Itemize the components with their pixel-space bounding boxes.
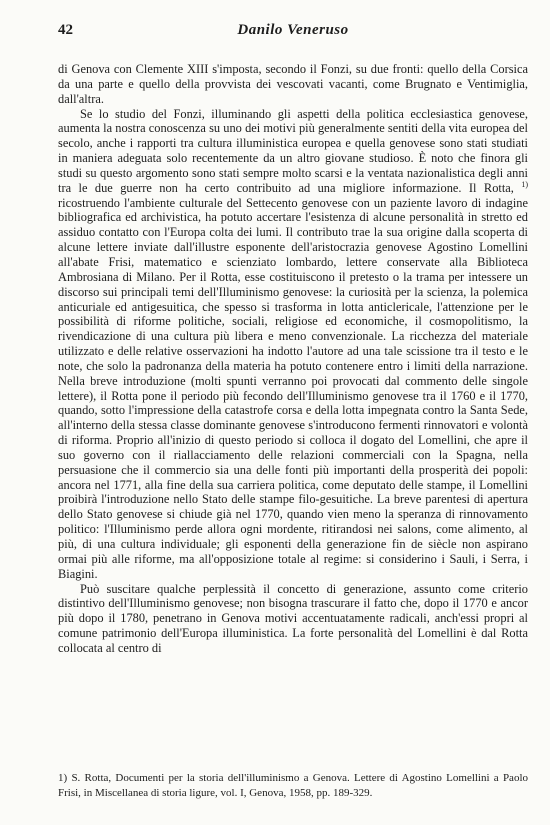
body-text: [58, 62, 528, 656]
page-number: 42: [58, 22, 73, 38]
running-head: Danilo Veneruso: [237, 22, 349, 38]
footnote: [58, 771, 528, 801]
paragraph-3: Può suscitare qualche perplessità il concetto di generazione, assunto come criterio distintivo dell'Illuminismo genovese; non bisogna trascurare il fatto che, dopo il 1770 e ancor più dopo il 1780, penetrano in Genova motivi accentuatamente radicali, anch'essi propri al comune patrimonio dell'Europa illuministica. La forte personalità del Lomellini è dal Rotta collocata al centro di: [58, 581, 528, 655]
footnote-reference: 1): [521, 179, 528, 189]
paragraph-2: [58, 107, 528, 582]
page-header: [58, 22, 528, 42]
paragraph-2-text: Se lo studio del Fonzi, illuminando gli aspetti della politica ecclesiastica genovese, aumenta la nostra conoscenza su uno dei motivi più generalmente sentiti della vita europea del secolo, anche i rapporti tra cultura illuministica europea e quella genovese sono stati studiati in maniera adeguata solo recentemente da un altro giovane studioso. È noto che finora gli studi su questo argomento sono stati sempre molto scarsi e la ventata nazionalistica degli anni tra le due guerre non ha certo contribuito ad una migliore informazione. Il Rotta,: [58, 106, 528, 195]
footnote-marker: 1): [58, 772, 68, 784]
paragraph-1: di Genova con Clemente XIII s'imposta, secondo il Fonzi, su due fronti: quello della Corsica da una parte e quello della provvista dei vescovati vacanti, come Brugnato e Ventimiglia, dall'altra.: [58, 62, 528, 106]
paragraph-2-continuation: ricostruendo l'ambiente culturale del Settecento genovese con un paziente lavoro di indagine bibliografica ed archivistica, ha potuto accertare l'esistenza di alcune personalità in stretto ed assiduo contatto con l'Europa colta dei lumi. Il contributo trae la sua origine dalla scoperta di alcune lettere inviate dall'illustre esponente dell'aristocrazia genovese Agostino Lomellini all'abate Frisi, matematico e scienziato lombardo, lettere conservate alla Biblioteca Ambrosiana di Milano. Per il Rotta, esse costituiscono il pretesto o la trama per intessere un discorso sui principali temi dell'Illuminismo genovese: la curiosità per la scienza, la polemica anticuriale ed antigesuitica, che spesso si trasforma in lotta anticlericale, l'attenzione per le possibilità di riforme politiche, sociali, religiose ed economiche, il cosmopolitismo, la rivendicazione di una cultura più libera e meno convenzionale. La ricchezza del materiale utilizzato e delle relative osservazioni ha indotto l'autore ad una tale scissione tra il testo e le note, che solo la padronanza della materia ha potuto contenere entro i limiti della narrazione. Nella breve introduzione (molti spunti verranno poi provocati dal commento delle singole lettere), il Rotta pone il periodo più fecondo dell'Illuminismo genovese tra il 1760 e il 1770, quando, sotto l'impressione della catastrofe corsa e della lotta impegnata contro la Santa Sede, all'interno della stessa classe dominante genovese s'introducono fermenti rinnovatori e volontà di riforma. Proprio all'inizio di questo periodo si colloca il dogato del Lomellini, che apre il suo governo con il riallacciamento delle relazioni commerciali con la Spagna, nella persuasione che il commercio sia una delle fonti più importanti della prosperità dei popoli: ancora nel 1771, alla fine della sua carriera politica, come deputato delle stampe, il Lomellini proibirà l'introduzione nello Stato delle stampe filo-gesuitiche. La breve parentesi di apertura dello Stato genovese si chiude già nel 1770, quando vien meno la speranza di rinnovamento politico: l'Illuminismo perde allora ogni mordente, ritirandosi nei salons, come alimento, al più, di una cultura individuale; gli esponenti della generazione fin de siècle non aspirano ormai più alle riforme, ma all'opposizione totale al regime: si considerino i Sauli, i Serra, i Biagini.: [58, 195, 528, 581]
footnote-text: S. Rotta, Documenti per la storia dell'illuminismo a Genova. Lettere di Agostino Lomellini a Paolo Frisi, in Miscellanea di storia ligure, vol. I, Genova, 1958, pp. 189-329.: [58, 772, 528, 799]
